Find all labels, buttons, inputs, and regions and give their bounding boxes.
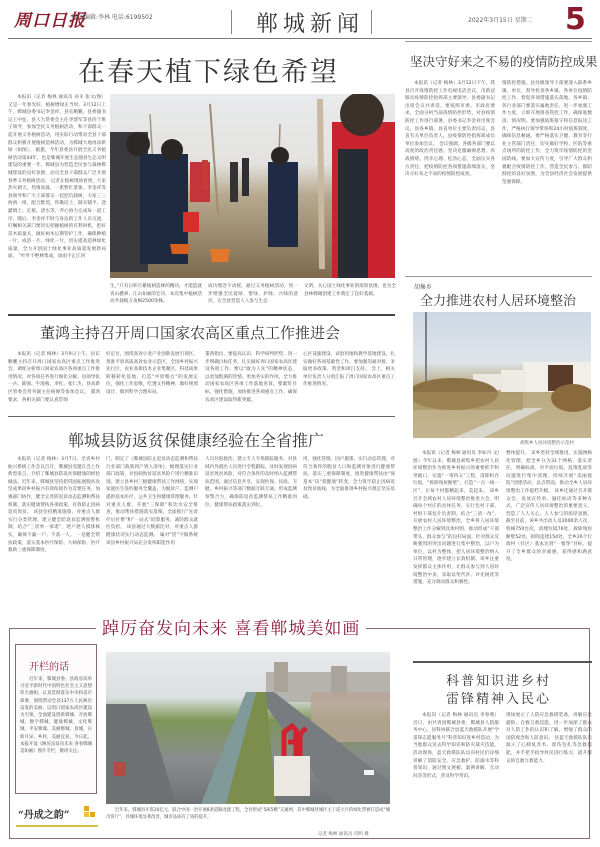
cube-icon	[84, 806, 89, 811]
village-illustration	[413, 312, 591, 438]
lead-col-3: 成功理念不动摇，通过义务植树活动，进一步增强全民爱绿、惜绿、护绿、兴绿的意识，在全县营造人人参与生态	[208, 284, 298, 305]
column-intro-title: 开栏的话	[29, 662, 69, 673]
poverty-headline: 郸城县防返贫保健康经验在全省推广	[68, 431, 325, 450]
hu-kicker: 胡集乡	[414, 284, 433, 291]
section-rule	[8, 314, 395, 316]
city-photo-caption: 近年来，郸城县斥资20亿元，联合中国一冶开展8条道路改建工程，全县形成“5纵5横”交通网，其中郸城县城区主干道大片的绿化带被打造成“城市客厅”，县城环境显著改善，城市品质有了质的提升。	[106, 808, 390, 820]
section-rule	[8, 416, 395, 417]
hu-col-2: 整体提升。 该乡坚持全域推进，实施网格化管理，把全乡分为31个网格，落实责任，明确标准，对平面垃圾、乱堆乱放等问题进行集中清理。持续开展“美丽庭院”创建活动，以点带面，推动全乡人居环境整治工作提档升级。 该乡还通过召开群众会、发放宣传单、悬挂标语等多种方式，广泛宣传人居环境整治的重要意义，营造了人人关心、人人参与的浓厚氛围。 截至目前，该乡共出动人员2000余人次，机械750台次，清理垃圾76处，拆除残垣断壁52处，拆除违建154处，全乡26个行政村（社区）基本达到“一要净”目标，提升了全乡群众的幸福感、获得感和满意度。	[506, 451, 592, 563]
city-aerial-photo	[106, 652, 390, 804]
tree-planting-illustration	[110, 94, 395, 278]
science-col-2: 现场展示了人防应急救援装备，讲解应急避险、自救互救技能，进一步加深了群众对人防工作的认识和了解，增强了群众的国防观念和人防意识。 县蓝天救援队队员演示了心肺复苏术、创伤包扎等急救技能，并手把手指导村民进行练习，提升群众的自救互救能力。	[506, 713, 592, 764]
science-headline-line2: 雷锋精神入民心	[446, 692, 552, 707]
dong-col-3: 董鸿指出，要提高认识，科学研判形势，进一步明确目标任务，扎实做好周口国家农高区建设各项工作。要以“敢为人先”的精神状态，以更加饱满的热情、更加务实的作风，全力推动国家农高区各项工作落地见效。要紧盯目标，强化措施，加快推进各项重点工作，确保农高区建设取得新突破。	[205, 352, 297, 403]
newspaper-logo: 周口日报	[14, 11, 86, 31]
epidemic-col-1: 本报讯（记者 梅林）3月12日下午，我县召开疫情防控工作电视电话会议，市新冠肺炎疫情防控指挥部主要领导、县委副书记出席会议并讲话。要按照市委、市政府要求，全面分析当前疫情防控形势，对县疫情防控工作进行部署，县委书记李金祥出席会议。县各乡镇、县直单位主要负责同志，县直有关单位负责人，县疫情防控指挥部成员单位参加会议。 会议强调，各级各部门要以高度的政治责任感，坚决克服麻痹思想、厌战情绪、侥幸心理、松劲心态，全面压实各方责任，把疫情防控各项措施落细落实，坚决守好来之不易的疫情防控成果。	[405, 81, 495, 178]
dong-col-1: 本报讯（记者 梅林）3月9日上午，县长鲍鹏主持召开周口国家农高区重点工作推进会，调度分析周口国家农高区各项重点工作推进情况，对各项任务进行细化分解。县领导张一兵、陈强、牛海燕、李红、张仁杰、县高新区管委会常务副主任杨俊等参加会议。 董鸿要求，各相关部门要认真贯彻	[8, 352, 100, 403]
science-col-1: 本报讯（记者 梅林 通讯员 李春燕）近日，由共青团郸城县委、郸城县人防服务中心、县科协联合县蓝天救援队开展“学雷锋志愿服务月”科普知识进乡村活动，为当地群众送去科学知识和防灾减灾技能。 活动现场，蓝天救援队队员向村民们详细讲解了消防安全、应急救护、防溺水等科普知识，通过图文展板、案例讲解、互动问答等形式，普及科学常识。	[413, 713, 499, 779]
dong-headline: 董鸿主持召开周口国家农高区重点工作推进会	[40, 324, 341, 342]
editor-info: 国版编辑:李林 电话:6199502	[72, 14, 153, 21]
header-separator	[371, 10, 372, 34]
special-feature-title: 踔厉奋发向未来 喜看郸城美如画	[96, 614, 366, 639]
dong-col-2: 好定位，围绕高效小麦产业创新发展引领区，黄淮平原高质高效农业示范区，全国乡村振兴先行区，农业高新技术企业集聚区，科技成果转移转化基地，打造“中原粮仓”的发展定位，强化工作思维，吃透文件精神，做好规划设计，做到科学合理布局。	[106, 352, 198, 395]
dong-col-4: 心区设施建设、试验用地和教学基地建设，扎实做好各项基础性工作。要加强沟通对接，争取更多政策、资金和项目支持。 会上，相关单位负责人分别汇报了周口国家农高区重点工作推进情况。	[303, 352, 395, 388]
page-number: 5	[565, 2, 586, 37]
village-photo-caption: 胡集乡人居环境整治示范村	[520, 441, 574, 446]
lead-col-1: 本报讯（记者 梅林 通讯员 孙未 张文/图）又是一年春光好，植树增绿正当时。3月12日上午，郸城县委书记李金祥、县长鲍鹏，县委副书记王中征、县人大常委会主任李建军等县四个班子领导，参加全民义务植树活动，和干部群众一起开展义务植树活动，用实际行动带动全县干部群众积极开展植树造林活动，为郸城大地再添新绿（如图）。 据悉，今年县委县开展全民义务植树活动第44年，也是郸城开展生态强县生态文明建设的重要一年。郸城县为营造全民参与森林郸城建设的良好氛围，动员全县干部群众广泛开展春季义务植树活动。 记者在植树现场看到，大家热火朝天，热情高涨，一派繁忙景象。李金祥等县领导和广大干部群众一起挖坑栽树，大家三三两两一组，配合默契，铁锹培土、踩实铺平、浇灌填土、定植、浇水等，齐心协力完成每一道工序。随后，李金祥不时与身边的工作人员交流，叮嘱相关部门要切实把握植树的有利时机，把好苗木质量关，做好树木后期管护工作，确保种植一片、成活一片、绿化一片，切实提高造林绿化质量，全力开创国土绿化事业高质量发展新局面。 “叶叶不绝林集成，雨雨不止江河	[8, 95, 106, 260]
section-rule	[413, 661, 592, 663]
section-rule	[405, 41, 592, 42]
column-name-label: “丹成之韵”	[18, 810, 70, 821]
poverty-col-2: 门，制定了《郸城县防止返贫动态监测和帮扶行业部门政策到户到人清单》，梳理落实行业部门政策，对因病致贫返贫风险户进行精准识别。建立县乡村三级健康帮扶工作网络，实现家庭医生签约服务全覆盖，为脱贫户、监测户提供基本医疗、公共卫生和健康管理服务。针对重点人群，开展“三保障”和饮水安全排查，推动帮扶措施落实落细。全面推行“先诊疗后付费”和“一站式”结算服务，减轻群众就医负担。 该县通过大数据比对，对重点人群健康状况实行动态监测。 属对“筐”字做系统 该县乡村振兴局充分发挥职能作用	[106, 457, 198, 546]
epidemic-col-2: 情防控措施。县处级领导干部要深入联系乡镇、单位，督导检查各乡镇、各单位疫情防控工作，督促各项措施落实落地。各乡镇、各行业部门要落实属地责任，进一步加强工作力度，立即开展排查管控工作，确保底数清、情况明。要加强值班值守和信息报送工作，严格执行领导带班和24小时值班制度，确保信息畅通。要严格落实卫健、教育等行业主管部门责任，切实做好学校、医院等重点场所的防控工作，全力筑牢疫情防控的坚固防线。要加大宣传力度，引导广大群众积极配合疫情防控工作，营造全民参与、群防群控的良好氛围，为全县经济社会发展提供坚强保障。	[502, 81, 592, 185]
section-title: 郸城新闻	[256, 12, 365, 37]
header-rule	[8, 38, 592, 39]
city-illustration	[106, 652, 390, 804]
lead-col-2: 生。”只有日积月累植树造林的精功，才能造就青山叠翠、江山如画的宏功。本次集中植树活动共栽植五角枫2500余株。	[110, 284, 202, 305]
poverty-col-4: 用，强化管理，因户施策、实行动态管理，对符合条件的脱贫人口和监测对象进行健康帮扶，落实三重保障制度，推进健康帮扶由“保基本”向“促健康”转变，全力筑牢防止因病返贫致贫底线，为全面推进乡村振兴奠定坚实基础。	[303, 457, 395, 500]
issue-date: 2022年3月15日 星期二	[468, 17, 533, 24]
science-headline-line1: 科普知识进乡村	[446, 674, 552, 689]
lead-headline: 在春天植下绿色希望	[78, 57, 339, 88]
village-photo	[413, 312, 591, 438]
hu-headline: 全力推进农村人居环境整治	[420, 294, 577, 309]
poverty-col-3: 人员住院救治，建立专人专班跟踪服务，对县域内外就医人员进行全程跟踪，及时发现因病返贫致贫风险，对符合条件的及时纳入监测帮扶范围。通过信息共享，实现医保、民政、卫健、乡村振兴等部门数据互联互通，形成监测预警合力，确保防返贫监测帮扶工作精准到位，健康帮扶政策落实到位。	[205, 457, 297, 508]
tree-planting-photo	[110, 94, 395, 278]
cube-icon	[90, 812, 95, 817]
column-name-underline	[16, 825, 98, 827]
column-intro-text: 近年来，郸城县委、县政府高举习近平新时代中国特色社会主义思想伟大旗帜，认真贯彻落实中央和省市部署，围绕带动全县137万人民踔厉奋发的美丽，以周口国家农高区建设为引领，全面建设创新郸城、开放郸城、数字郸城、健康郸城、文化郸城、平安郸城、美丽郸城。县城，日新月异，乡村，美丽宜居。今日起，本报开设《踔厉奋发向未来 喜看郸城美如画》图片专栏，敬请关注。	[20, 677, 92, 755]
section-rule	[405, 276, 592, 277]
cube-icon	[84, 812, 89, 817]
poverty-col-1: 本报讯（记者 梅林）3月7日，全省乡村振兴系统工作会议召开，郸城县受邀在会上作典型发言，介绍了郸城县防返贫保健康的经验做法。近年来，郸城县坚持把巩固拓展脱贫攻坚成果同乡村振兴有效衔接作为首要任务，加强部门协作，健全完善防返贫动态监测和帮扶机制，落实健康帮扶各项政策，有效防止因病返贫致贫。 该县坚持精准施策，对重点人群实行分类管理，建立健全防返贫监测预警机制，结合“三清单一承诺”，逐户逐人摸排核实，确保不漏一户、不落一人。 一是健全帮扶政策，落实基本医疗保险、大病保险、医疗救助三重保障制度。	[8, 457, 100, 554]
header-separator	[231, 10, 232, 34]
epidemic-headline: 坚决守好来之不易的疫情防控成果	[410, 54, 598, 69]
lead-col-4: 文明，关心国土绿化事业的浓厚氛围，也为全县林郸城创建工作奠定了良好基础。	[304, 284, 396, 297]
hu-col-1: 本报讯（记者 梅林 通讯员 李如丹 文/图）今年以来，郸城县胡集乡把农村人居环境整治作为推进乡村振兴的重要抓手和突破口，实施“一零四五”工程，清除积存垃圾、“拆除残垣断壁”，打造“一点一线一区”，让每个村都精起来、美起来。 该乡召开全域农村人居环境整治推进大会，明确每个村庄的具体任务，实行包村干部、村组干部包片负责制。结合“三清一改”，开展农村人居环境整治，全乡将人居环境整治工作分解到具体村组，推动形成“干部带头、群众参与”的良好局面。针对群众反映强烈的突出问题进行集中整治，以户为单位，以村为整体，把人居环境整治纳入日常管理，逐步建立长效机制。该乡注重发挥群众主体作用，让群众参与到人居环境整治中来，采取以奖代补、评先树优等措施，充分调动群众积极性。	[413, 451, 499, 586]
photo-credit: 记者 梅林 通讯员 肖明 摄	[318, 832, 369, 837]
